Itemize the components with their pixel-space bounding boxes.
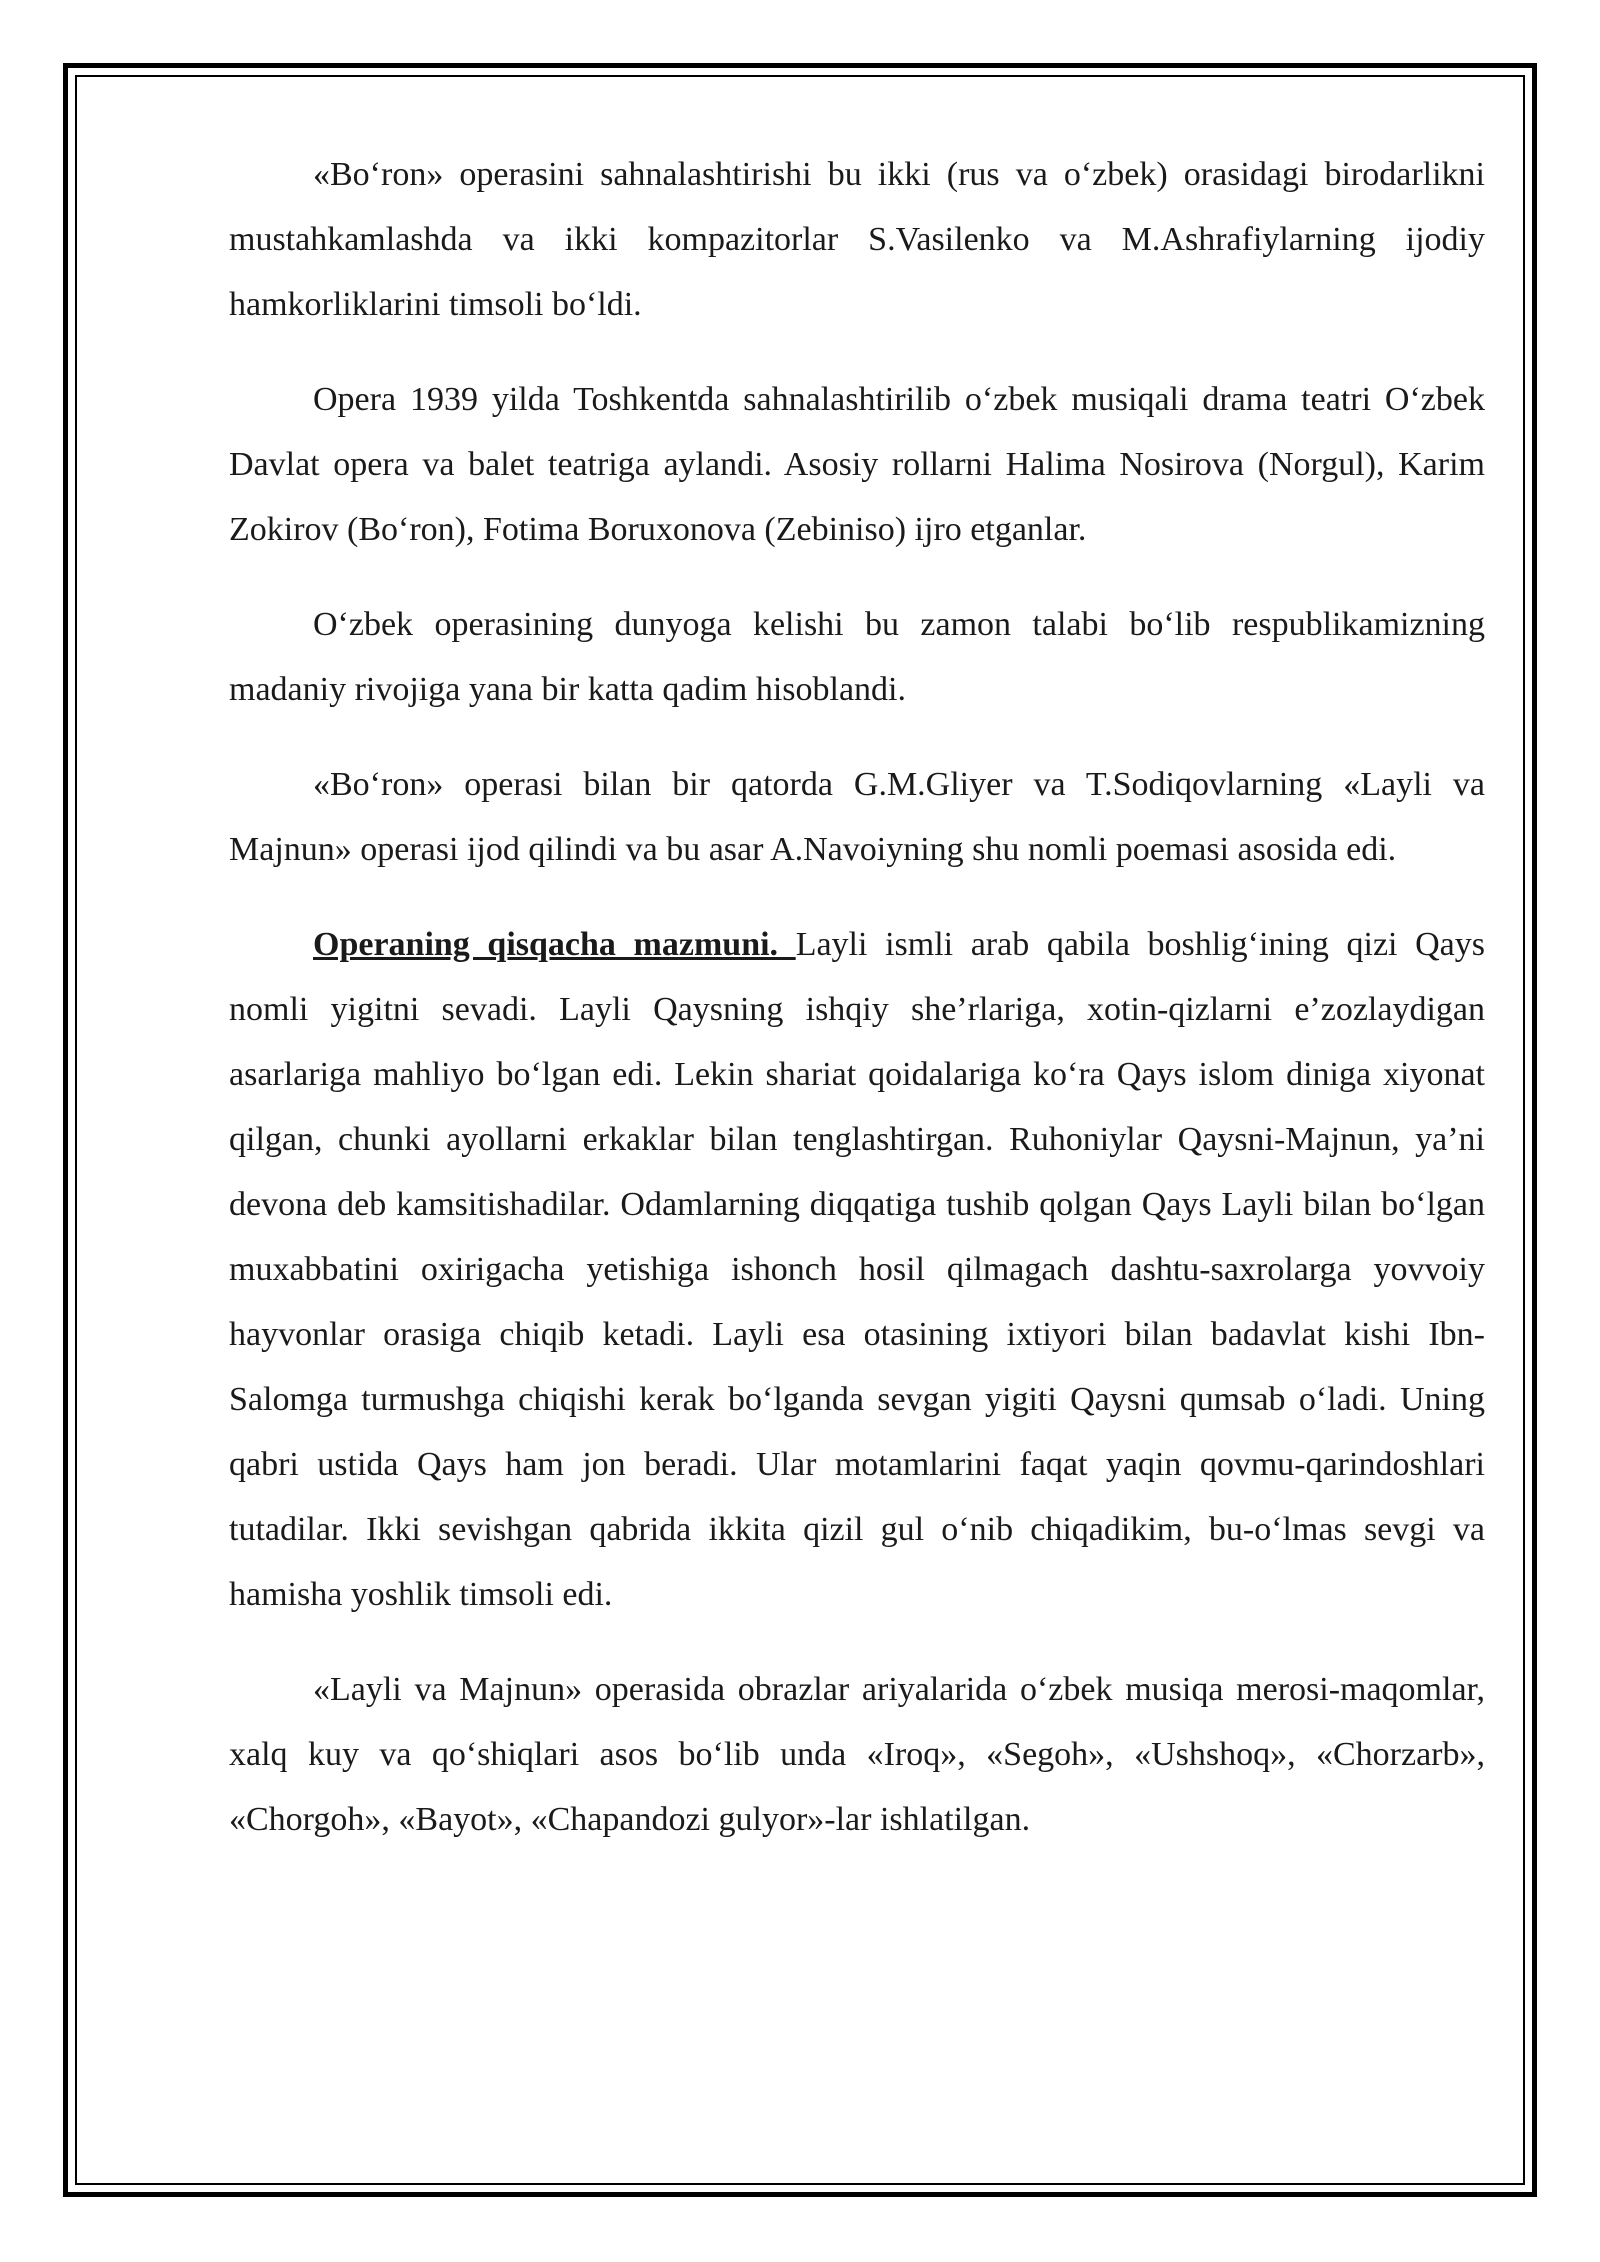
paragraph-2 xyxy=(229,367,1485,562)
document-body xyxy=(229,142,1485,1882)
paragraph-text: Opera 1939 yilda Toshkentda sahnalashtirilib o‘zbek musiqali drama teatri O‘zbek Davlat opera va balet teatriga aylandi. Asosiy rollarni Halima Nosirova (Norgul), Karim Zokirov (Bo‘ron), Fotima Boruxonova (Zebiniso) ijro etganlar. xyxy=(229,381,1485,548)
paragraph-text: «Layli va Majnun» operasida obrazlar ariyalarida o‘zbek musiqa merosi-maqomlar, xalq kuy va qo‘shiqlari asos bo‘lib unda «Iroq», «Segoh», «Ushshoq», «Chorzarb», «Chorgoh», «Bayot», «Chapandozi gulyor»-lar ishlatilgan. xyxy=(229,1671,1485,1838)
paragraph-text: O‘zbek operasining dunyoga kelishi bu zamon talabi bo‘lib respublikamizning madaniy rivojiga yana bir katta qadim hisoblandi. xyxy=(229,606,1485,708)
paragraph-text: «Bo‘ron» operasi bilan bir qatorda G.M.Gliyer va T.Sodiqovlarning «Layli va Majnun» operasi ijod qilindi va bu asar A.Navoiyning shu nomli poemasi asosida edi. xyxy=(229,766,1485,868)
paragraph-text: «Bo‘ron» operasini sahnalashtirishi bu ikki (rus va o‘zbek) orasidagi birodarlikni mustahkamlashda va ikki kompazitorlar S.Vasilenko va M.Ashrafiylarning ijodiy hamkorliklarini timsoli bo‘ldi. xyxy=(229,156,1485,323)
paragraph-3 xyxy=(229,592,1485,722)
paragraph-1 xyxy=(229,142,1485,337)
paragraph-4 xyxy=(229,752,1485,882)
paragraph-text: Layli ismli arab qabila boshlig‘ining qizi Qays nomli yigitni sevadi. Layli Qaysning ishqiy she’rlariga, xotin-qizlarni e’zozlaydigan asarlariga mahliyo bo‘lgan edi. Lekin shariat qoidalariga ko‘ra Qays islom diniga xiyonat qilgan, chunki ayollarni erkaklar bilan tenglashtirgan. Ruhoniylar Qaysni-Majnun, ya’ni devona deb kamsitishadilar. Odamlarning diqqatiga tushib qolgan Qays Layli bilan bo‘lgan muxabbatini oxirigacha yetishiga ishonch hosil qilmagach dashtu-saxrolarga yovvoiy hayvonlar orasiga chiqib ketadi. Layli esa otasining ixtiyori bilan badavlat kishi Ibn-Salomga turmushga chiqishi kerak bo‘lganda sevgan yigiti Qaysni qumsab o‘ladi. Uning qabri ustida Qays ham jon beradi. Ular motamlarini faqat yaqin qovmu-qarindoshlari tutadilar. Ikki sevishgan qabrida ikkita qizil gul o‘nib chiqadikim, bu-o‘lmas sevgi va hamisha yoshlik timsoli edi. xyxy=(229,926,1485,1613)
section-heading: Operaning qisqacha mazmuni. xyxy=(313,926,796,963)
paragraph-5 xyxy=(229,912,1485,1627)
paragraph-6 xyxy=(229,1657,1485,1852)
